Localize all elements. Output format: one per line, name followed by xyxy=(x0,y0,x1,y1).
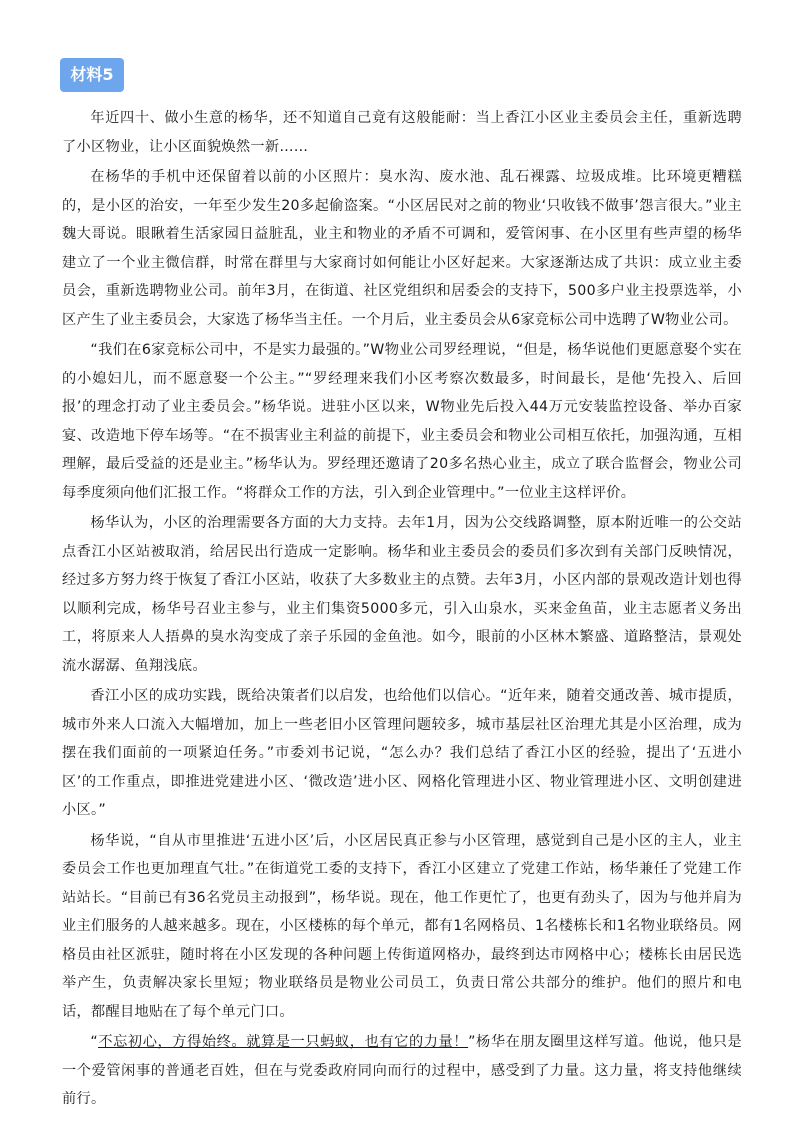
paragraph-7 xyxy=(62,1028,742,1114)
underlined-quote: 不忘初心，方得始终。就算是一只蚂蚁，也有它的力量！ xyxy=(98,1034,469,1050)
paragraph-2: 在杨华的手机中还保留着以前的小区照片：臭水沟、废水池、乱石裸露、垃圾成堆。比环境更糟糕的，是小区的治安，一年至少发生20多起偷盗案。“小区居民对之前的物业‘只收钱不做事’怨言很大。”业主魏大哥说。眼瞅着生活家园日益脏乱，业主和物业的矛盾不可调和，爱管闲事、在小区里有些声望的杨华建立了一个业主微信群，时常在群里与大家商讨如何能让小区好起来。大家逐渐达成了共识：成立业主委员会，重新选聘物业公司。前年3月，在街道、社区党组织和居委会的支持下，500多户业主投票选举，小区产生了业主委员会，大家选了杨华当主任。一个月后，业主委员会从6家竞标公司中选聘了W物业公司。 xyxy=(62,169,742,328)
paragraph-7-rest: ”杨华在朋友圈里这样写道。他说，他只是一个爱管闲事的普通老百姓，但在与党委政府同向而行的过程中，感受到了力量。这力量，将支持他继续前行。 xyxy=(62,1034,742,1107)
material-tag: 材料5 xyxy=(60,58,124,92)
open-quote: “ xyxy=(90,1034,99,1050)
article-body xyxy=(62,104,742,1116)
paragraph-4: 杨华认为，小区的治理需要各方面的大力支持。去年1月，因为公交线路调整，原本附近唯一的公交站点香江小区站被取消，给居民出行造成一定影响。杨华和业主委员会的委员们多次到有关部门反映情况，经过多方努力终于恢复了香江小区站，收获了大多数业主的点赞。去年3月，小区内部的景观改造计划也得以顺利完成，杨华号召业主参与，业主们集资5000多元，引入山泉水，买来金鱼苗，业主志愿者义务出工，将原来人人捂鼻的臭水沟变成了亲子乐园的金鱼池。如今，眼前的小区林木繁盛、道路整洁，景观处流水潺潺、鱼翔浅底。 xyxy=(62,515,742,674)
paragraph-5: 香江小区的成功实践，既给决策者们以启发，也给他们以信心。“近年来，随着交通改善、城市提质，城市外来人口流入大幅增加，加上一些老旧小区管理问题较多，城市基层社区治理尤其是小区治理，成为摆在我们面前的一项紧迫任务。”市委刘书记说，“怎么办？我们总结了香江小区的经验，提出了‘五进小区’的工作重点，即推进党建进小区、‘微改造’进小区、网格化管理进小区、物业管理进小区、文明创建进小区。” xyxy=(62,688,742,818)
paragraph-3: “我们在6家竞标公司中，不是实力最强的。”W物业公司罗经理说，“但是，杨华说他们更愿意娶个实在的小媳妇儿，而不愿意娶一个公主。”“罗经理来我们小区考察次数最多，时间最长，是他‘先投入、后回报’的理念打动了业主委员会。”杨华说。进驻小区以来，W物业先后投入44万元安装监控设备、举办百家宴、改造地下停车场等。“在不损害业主利益的前提下，业主委员会和物业公司相互依托，加强沟通，互相理解，最后受益的还是业主。”杨华认为。罗经理还邀请了20多名热心业主，成立了联合监督会，物业公司每季度须向他们汇报工作。“将群众工作的方法，引入到企业管理中。”一位业主这样评价。 xyxy=(62,342,742,501)
paragraph-6: 杨华说，“自从市里推进‘五进小区’后，小区居民真正参与小区管理，感觉到自己是小区的主人，业主委员会工作也更加理直气壮。”在街道党工委的支持下，香江小区建立了党建工作站，杨华兼任了党建工作站站长。“目前已有36名党员主动报到”，杨华说。现在，他工作更忙了，也更有劲头了，因为与他并肩为业主们服务的人越来越多。现在，小区楼栋的每个单元，都有1名网格员、1名楼栋长和1名物业联络员。网格员由社区派驻，随时将在小区发现的各种问题上传街道网格办，最终到达市网格中心；楼栋长由居民选举产生，负责解决家长里短；物业联络员是物业公司员工，负责日常公共部分的维护。他们的照片和电话，都醒目地贴在了每个单元门口。 xyxy=(62,832,742,1020)
paragraph-1: 年近四十、做小生意的杨华，还不知道自己竟有这般能耐：当上香江小区业主委员会主任，重新选聘了小区物业，让小区面貌焕然一新…… xyxy=(62,110,742,155)
